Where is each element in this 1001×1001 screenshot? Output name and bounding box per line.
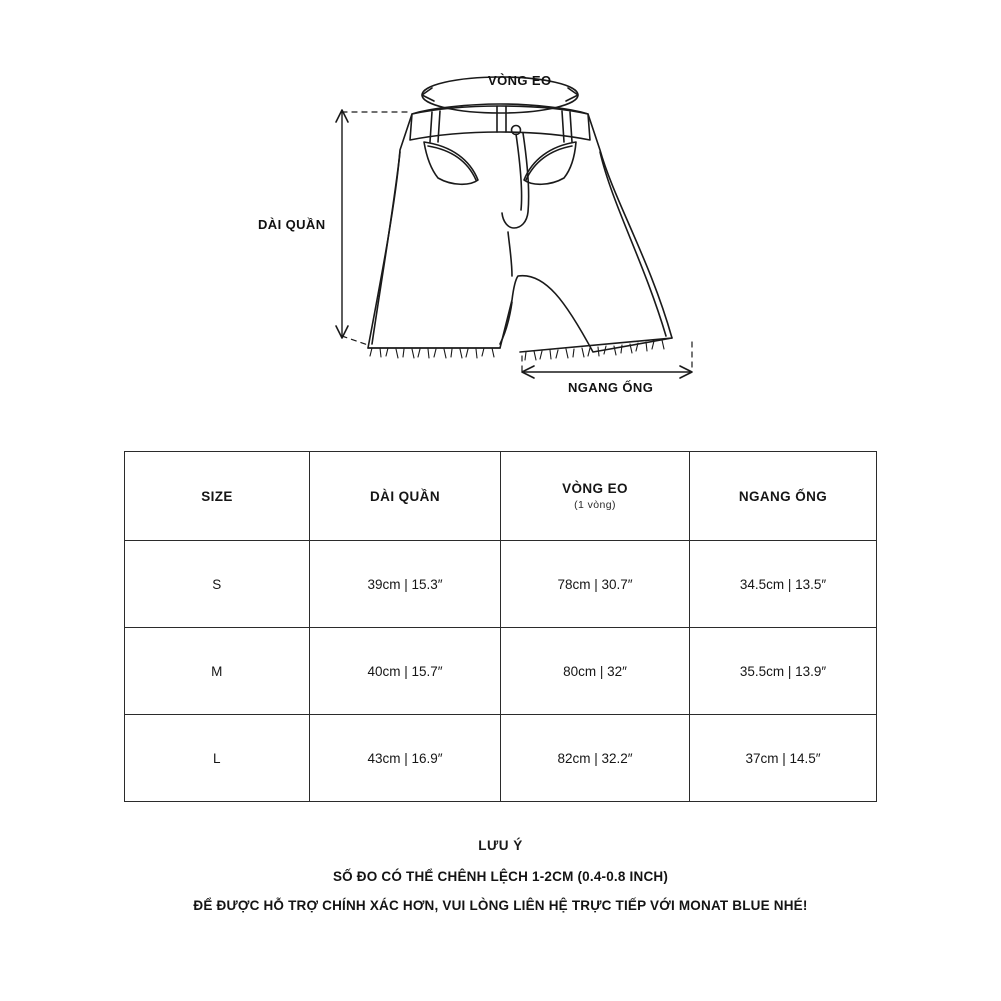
notes-section	[0, 838, 1001, 927]
table-header-row	[125, 452, 877, 541]
belt-loop-left	[430, 111, 440, 142]
cell-length: 40cm | 15.7″	[310, 628, 501, 715]
cell-leg-opening: 34.5cm | 13.5″	[690, 541, 877, 628]
fly-stitch	[516, 134, 522, 210]
cell-waist: 82cm | 32.2″	[501, 715, 690, 802]
table-row	[125, 541, 877, 628]
side-seam-left	[372, 152, 400, 344]
length-tick-bottom	[342, 336, 368, 345]
cell-leg-opening: 35.5cm | 13.9″	[690, 628, 877, 715]
waist-button	[512, 126, 521, 135]
table-row	[125, 628, 877, 715]
garment-diagram	[0, 0, 1001, 430]
cell-waist: 80cm | 32″	[501, 628, 690, 715]
cell-waist: 78cm | 30.7″	[501, 541, 690, 628]
pocket-left	[424, 142, 478, 184]
cell-size: S	[125, 541, 310, 628]
header-length: DÀI QUẦN	[310, 452, 501, 541]
pocket-right	[524, 142, 576, 184]
header-waist-subtext: (1 vòng)	[574, 499, 616, 511]
header-waist-text: VÒNG EO	[562, 481, 628, 496]
cell-length: 39cm | 15.3″	[310, 541, 501, 628]
table-header	[125, 452, 877, 541]
cell-leg-opening: 37cm | 14.5″	[690, 715, 877, 802]
notes-line-2: ĐỂ ĐƯỢC HỖ TRỢ CHÍNH XÁC HƠN, VUI LÒNG LIÊN HỆ TRỰC TIẾP VỚI MONAT BLUE NHÉ!	[193, 898, 808, 913]
header-leg-opening: NGANG ỐNG	[690, 452, 877, 541]
notes-title: LƯU Ý	[478, 838, 523, 853]
hem-right	[520, 338, 672, 352]
size-table	[124, 451, 877, 802]
header-size: SIZE	[125, 452, 310, 541]
header-waist	[501, 452, 690, 541]
diagram-label-length: DÀI QUẦN	[258, 217, 326, 232]
cell-length: 43cm | 16.9″	[310, 715, 501, 802]
diagram-label-leg-opening: NGANG ỐNG	[568, 380, 654, 395]
belt-loop-center	[497, 106, 506, 132]
table-body	[125, 541, 877, 802]
table-row	[125, 715, 877, 802]
center-front-seam	[508, 232, 512, 276]
cell-size: L	[125, 715, 310, 802]
diagram-label-waist: VÒNG EO	[488, 73, 552, 88]
shorts-technical-drawing	[0, 0, 1001, 430]
cell-size: M	[125, 628, 310, 715]
notes-line-1: SỐ ĐO CÓ THỂ CHÊNH LỆCH 1-2CM (0.4-0.8 INCH)	[332, 869, 669, 884]
